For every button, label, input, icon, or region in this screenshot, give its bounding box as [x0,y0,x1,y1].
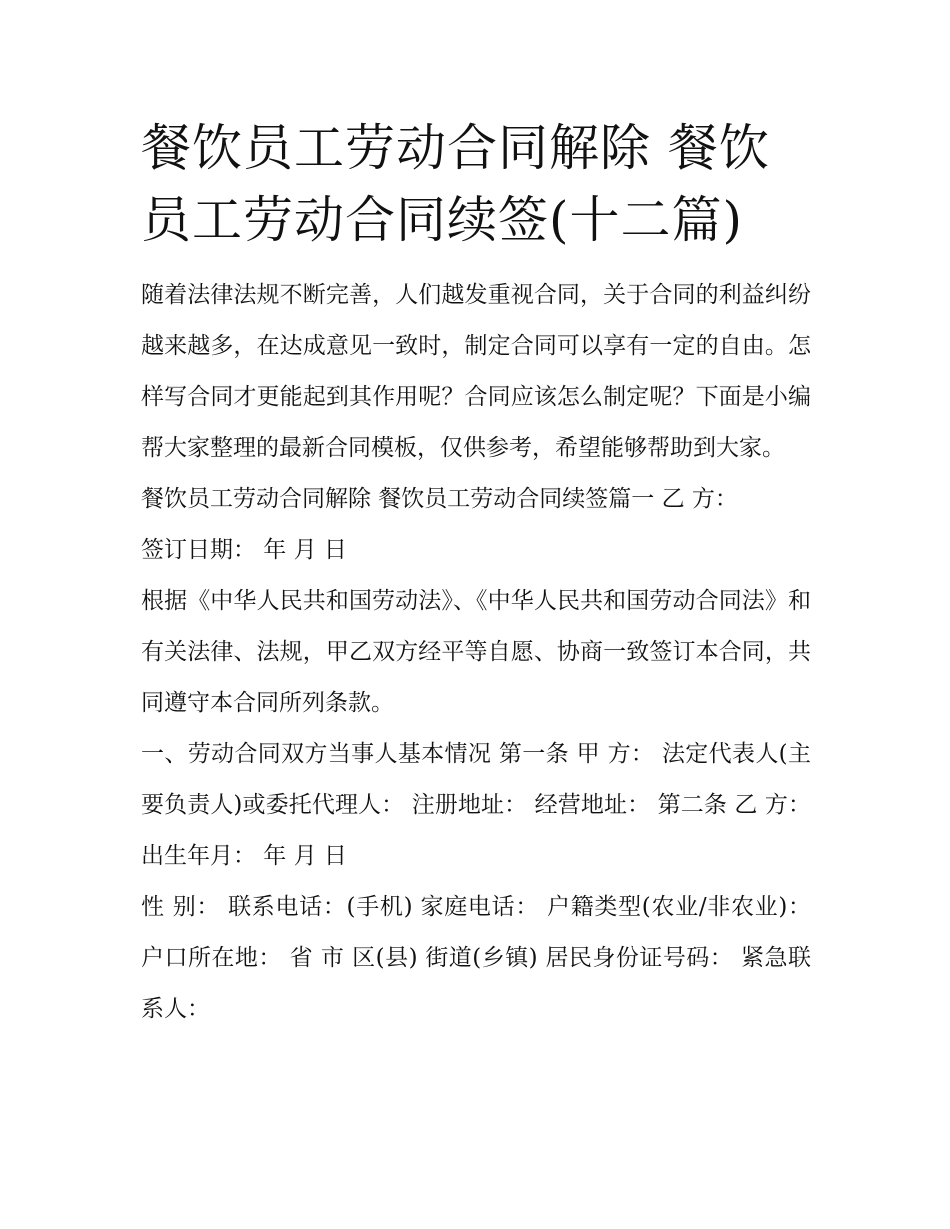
paragraph-sign-date: 签订日期： 年 月 日 [141,537,347,563]
document-title: 餐饮员工劳动合同解除 餐饮员工劳动合同续签(十二篇) [141,119,770,249]
paragraph-party-info: 一、劳动合同双方当事人基本情况 第一条 甲 方： 法定代表人(主要负责人)或委托代理人： 注册地址： 经营地址： 第二条 乙 方： 出生年月： 年 月 日 [141,741,811,869]
paragraph-legal-basis: 根据《中华人民共和国劳动法》、《中华人民共和国劳动合同法》和有关法律、法规，甲乙双方经平等自愿、协商一致签订本合同，共同遵守本合同所列条款。 [141,588,811,716]
paragraph-intro: 随着法律法规不断完善，人们越发重视合同，关于合同的利益纠纷越来越多，在达成意见一致时，制定合同可以享有一定的自由。怎样写合同才更能起到其作用呢？合同应该怎么制定呢？下面是小编帮大家整理的最新合同模板，仅供参考，希望能够帮助到大家。 [141,282,811,461]
document-page [141,112,811,1035]
paragraph-personal-info: 性 别： 联系电话：(手机) 家庭电话： 户籍类型(农业/非农业)： 户口所在地： 省 市 区(县) 街道(乡镇) 居民身份证号码： 紧急联系人： [141,894,811,1022]
paragraph-section-heading: 餐饮员工劳动合同解除 餐饮员工劳动合同续签篇一 乙 方： [141,486,738,512]
